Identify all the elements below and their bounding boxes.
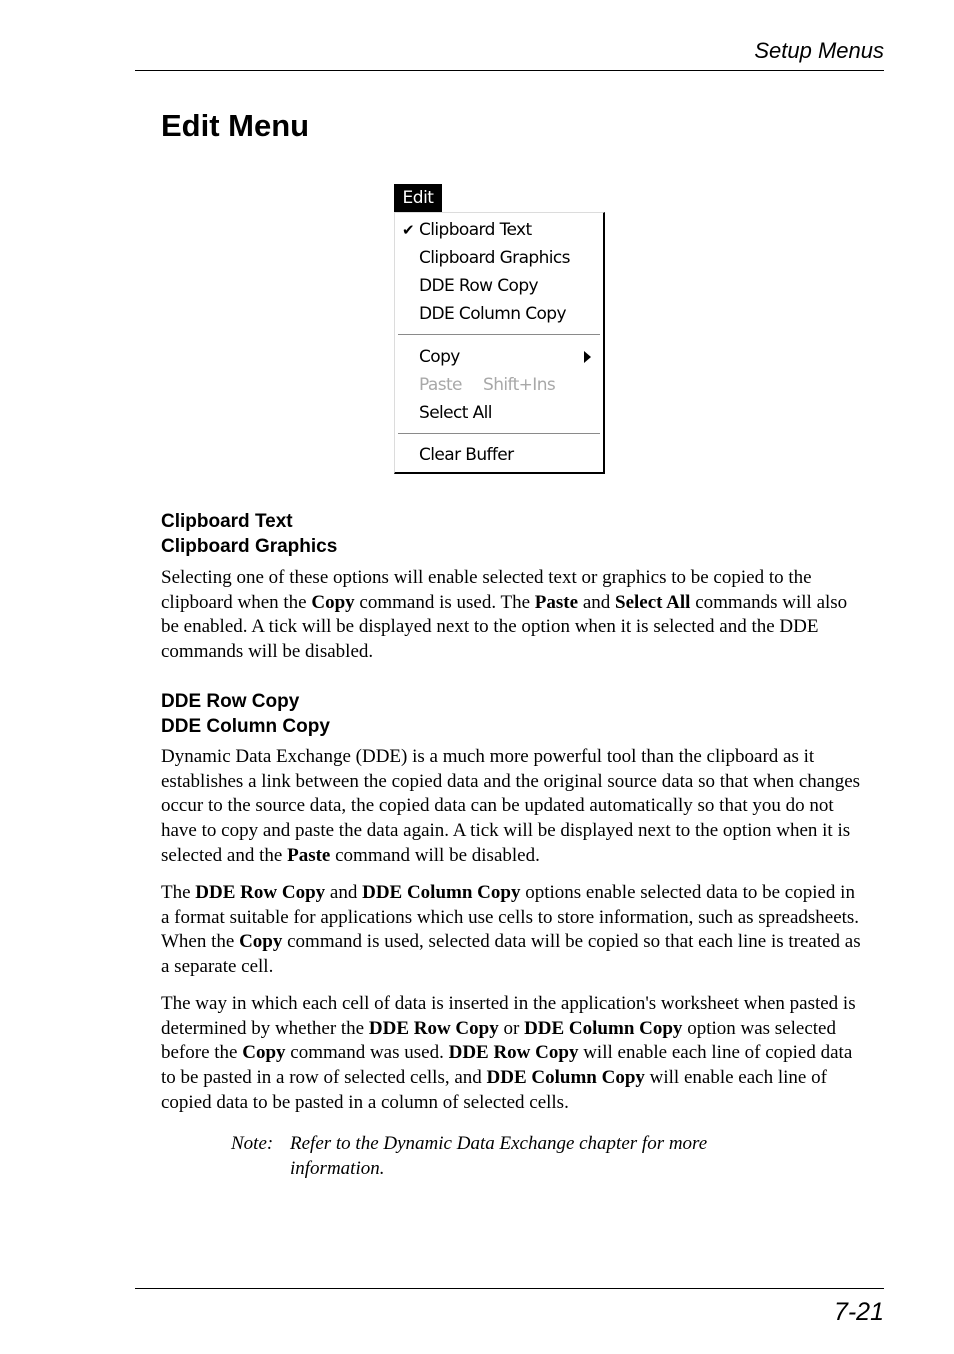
text: command will be disabled.	[330, 844, 540, 866]
text: Selecting one of these options will enable selected text or graphics to be copied to the clipboard when the	[161, 567, 812, 613]
bold-term: DDE Column Copy	[486, 1067, 645, 1089]
text: command was used.	[285, 1042, 449, 1064]
menu-item-clear-buffer[interactable]: Clear Buffer	[419, 445, 514, 465]
section-heading-dde-column-copy: DDE Column Copy	[161, 716, 330, 737]
menu-item-select-all[interactable]: Select All	[419, 403, 492, 423]
bold-term: DDE Row Copy	[195, 882, 326, 903]
text: and	[325, 882, 363, 903]
header-title: Setup Menus	[754, 38, 884, 63]
page-number: 7-21	[833, 1298, 884, 1326]
bold-term: Paste	[534, 591, 579, 613]
menu-item-copy[interactable]: Copy	[419, 347, 460, 367]
note-label: Note:	[231, 1133, 274, 1154]
text: options enable selected data to be copied in a format suitable for applications which use cells to store information, such as spreadsheets. When the	[161, 882, 860, 953]
menu-separator	[398, 334, 600, 336]
text: Dynamic Data Exchange (DDE) is a much more powerful tool than the clipboard as it establishes a link between the copied data and the original source data so that when changes occur to the source data, the copied data can be updated automatically so that you do not have to copy and paste the data again. A tick will be displayed next to the option when it is selected and the	[161, 746, 861, 866]
text: option was selected before the	[161, 1017, 836, 1064]
bold-term: DDE Column Copy	[362, 882, 521, 903]
menu-item-clipboard-graphics[interactable]: Clipboard Graphics	[419, 248, 570, 268]
text: The way in which each cell of data is inserted in the application's worksheet when pasted is determined by whether the	[161, 993, 856, 1039]
bold-term: Copy	[311, 591, 355, 613]
text: will enable each line of copied data to be pasted in a column of selected cells.	[161, 1067, 827, 1113]
footer-rule	[135, 1288, 884, 1289]
text: or	[498, 1017, 525, 1039]
note-text: Refer to the Dynamic Data Exchange chapter for more information.	[290, 1133, 708, 1179]
menu-item-paste: Paste	[419, 375, 462, 395]
bold-term: DDE Row Copy	[368, 1017, 499, 1039]
bold-term: Copy	[239, 931, 283, 953]
bold-term: DDE Column Copy	[524, 1017, 683, 1039]
text: command is used. The	[354, 591, 535, 613]
bold-term: DDE Row Copy	[448, 1042, 579, 1064]
menu-item-dde-row-copy[interactable]: DDE Row Copy	[419, 276, 539, 296]
section-heading-clipboard-text: Clipboard Text	[161, 511, 293, 532]
paragraph-dde-options	[161, 881, 866, 980]
page-title: Edit Menu	[161, 108, 310, 143]
menu-item-dde-column-copy[interactable]: DDE Column Copy	[419, 304, 566, 324]
bold-term: Copy	[242, 1042, 286, 1064]
bold-term: Select All	[615, 591, 691, 613]
submenu-arrow-icon	[584, 351, 591, 363]
text: The	[161, 882, 196, 903]
paragraph-dde-paste	[161, 992, 866, 1116]
paragraph-dde-intro	[161, 745, 866, 869]
checkmark-icon: ✔	[402, 221, 414, 239]
paragraph-clipboard	[161, 566, 866, 665]
bold-term: Paste	[287, 844, 331, 866]
header-rule	[135, 70, 884, 71]
edit-menu-dropdown	[394, 212, 605, 474]
menu-item-paste-shortcut: Shift+Ins	[483, 375, 556, 395]
text: will enable each line of copied data to be pasted in a row of selected cells, and	[161, 1042, 853, 1089]
menu-item-clipboard-text[interactable]: Clipboard Text	[419, 220, 532, 240]
section-heading-dde-row-copy: DDE Row Copy	[161, 691, 300, 712]
text: commands will also be enabled. A tick will be displayed next to the option when it is selected and the DDE commands will be disabled.	[161, 591, 848, 663]
text: command is used, selected data will be copied so that each line is treated as a separate cell.	[161, 931, 861, 978]
menu-separator	[398, 433, 600, 435]
text: and	[578, 591, 615, 613]
menu-title[interactable]: Edit	[394, 184, 442, 212]
section-heading-clipboard-graphics: Clipboard Graphics	[161, 536, 338, 557]
